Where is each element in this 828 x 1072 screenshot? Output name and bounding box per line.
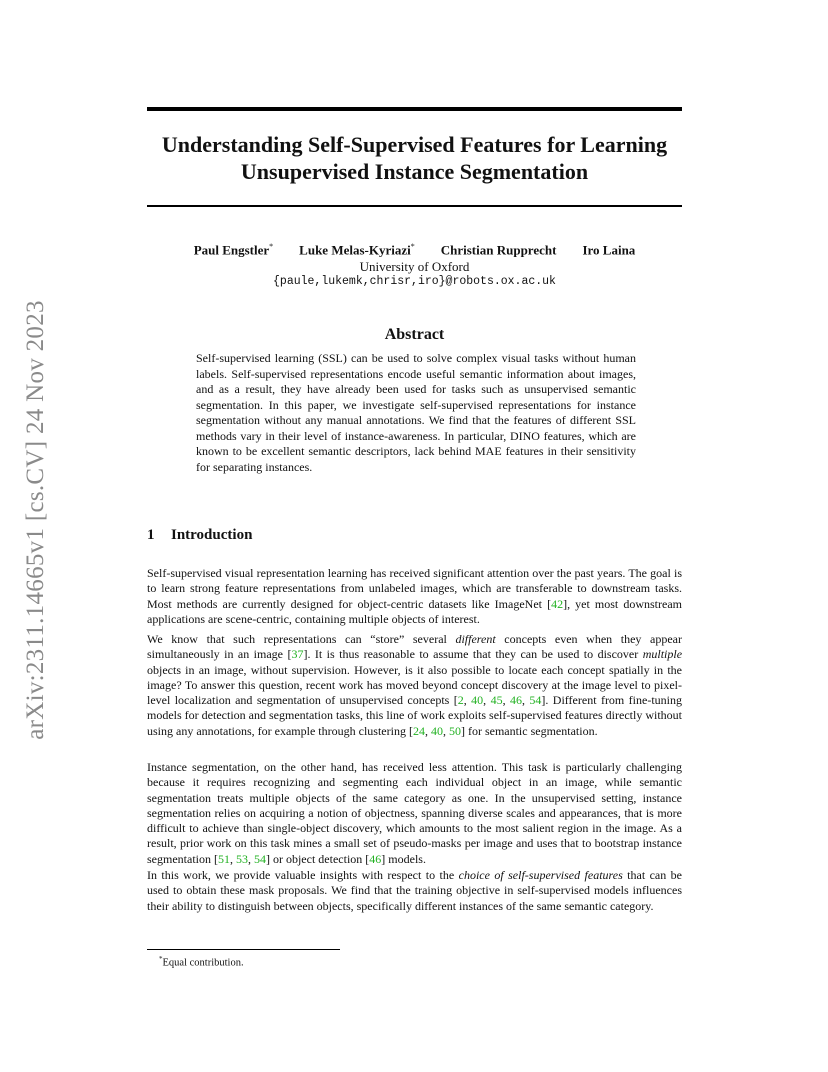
footnote: *Equal contribution. (159, 955, 244, 969)
citation-link[interactable]: 40 (430, 723, 443, 738)
author: Iro Laina (582, 242, 636, 258)
intro-paragraph: Self-supervised visual representation learning has received significant attention over the past years. The goal is to learn strong feature representations from unlabeled images, which are transferable to downstream tasks. Most methods are currently designed for object-centric datasets like ImageNet [42], yet most downstream applications are scene-centric, containing multiple objects of interest. (147, 566, 682, 626)
paper-title (147, 131, 682, 185)
citation-link[interactable]: 51 (217, 851, 230, 866)
citation-link[interactable]: 42 (551, 596, 564, 611)
citation-link[interactable]: 54 (529, 693, 542, 708)
title-line-1: Understanding Self-Supervised Features for Learning (161, 132, 668, 157)
author: Paul Engstler* (193, 242, 274, 258)
citation-link[interactable]: 53 (235, 851, 248, 866)
title-line-2: Unsupervised Instance Segmentation (240, 159, 589, 184)
intro-paragraph: In this work, we provide valuable insights with respect to the choice of self-supervised features that can be used to obtain these mask proposals. We find that the training objective in self-supervised models influences their ability to distinguish between objects, specifically different instances of the same semantic category. (147, 868, 682, 913)
section-title: Introduction (171, 527, 253, 543)
citation-link[interactable]: 46 (509, 693, 522, 708)
emphasis-text: different (455, 632, 496, 646)
author: Luke Melas-Kyriazi* (299, 242, 415, 258)
citation-link[interactable]: 46 (369, 851, 382, 866)
citation-link[interactable]: 50 (448, 723, 461, 738)
abstract-heading: Abstract (384, 326, 445, 343)
arxiv-identifier-text: arXiv:2311.14665v1 [cs.CV] 24 Nov 2023 (22, 300, 49, 740)
citation-link[interactable]: 40 (471, 693, 484, 708)
footnote-rule (147, 949, 340, 950)
affiliation: University of Oxford (359, 259, 470, 274)
section-number: 1 (147, 527, 155, 543)
author: Christian Rupprecht (440, 242, 557, 258)
intro-paragraph: Instance segmentation, on the other hand, has received less attention. This task is particularly challenging because it requires recognizing and segmenting each individual object in an image, while semantic segmentation treats multiple objects of the same category as one. In the unsupervised setting, instance segmentation relies on acquiring a notion of objectness, spanning diverse scales and appearances, that is more difficult to achieve than single-object discovery, which amounts to the most salient region in the image. As a result, prior work on this task mines a small set of pseudo-masks per image and uses that to bootstrap instance segmentation [51, 53, 54] or object detection [46] models. (147, 760, 682, 866)
section-heading (147, 527, 252, 544)
citation-link[interactable]: 37 (291, 647, 304, 662)
title-bottom-rule (147, 205, 682, 207)
author-emails: {paule,lukemk,chrisr,iro}@robots.ox.ac.uk (273, 275, 556, 288)
arxiv-identifier (22, 280, 50, 760)
author-list (147, 242, 682, 258)
intro-paragraph: We know that such representations can “store” several different concepts even when they appear simultaneously in an image [37]. It is thus reasonable to assume that they can be used to discover multiple objects in an image, without supervision. However, is it also possible to locate each concept spatially in the image? To answer this question, recent work has moved beyond concept discovery at the image level to pixel-level localization and segmentation of unsupervised concepts [2, 40, 45, 46, 54]. Different from fine-tuning models for detection and segmentation tasks, this line of work exploits self-supervised features directly without using any annotations, for example through clustering [24, 40, 50] for semantic segmentation. (147, 632, 683, 738)
citation-link[interactable]: 45 (490, 693, 503, 708)
citation-link[interactable]: 24 (412, 723, 425, 738)
emphasis-text: multiple (642, 647, 683, 662)
title-top-rule (147, 107, 682, 111)
abstract-text: Self-supervised learning (SSL) can be used to solve complex visual tasks without human labels. Self-supervised representations encode useful semantic information about images, and as a result, they have already been used for tasks such as unsupervised semantic segmentation. In this paper, we investigate self-supervised representations for instance segmentation without any manual annotations. We find that the features of different SSL methods vary in their level of instance-awareness. In particular, DINO features, which are known to be excellent semantic descriptors, lack behind MAE features in their sensitivity for separating instances. (196, 351, 636, 474)
citation-link[interactable]: 54 (253, 851, 266, 866)
citation-link[interactable]: 2 (457, 693, 464, 708)
emphasis-text: choice of self-supervised features (458, 868, 623, 882)
